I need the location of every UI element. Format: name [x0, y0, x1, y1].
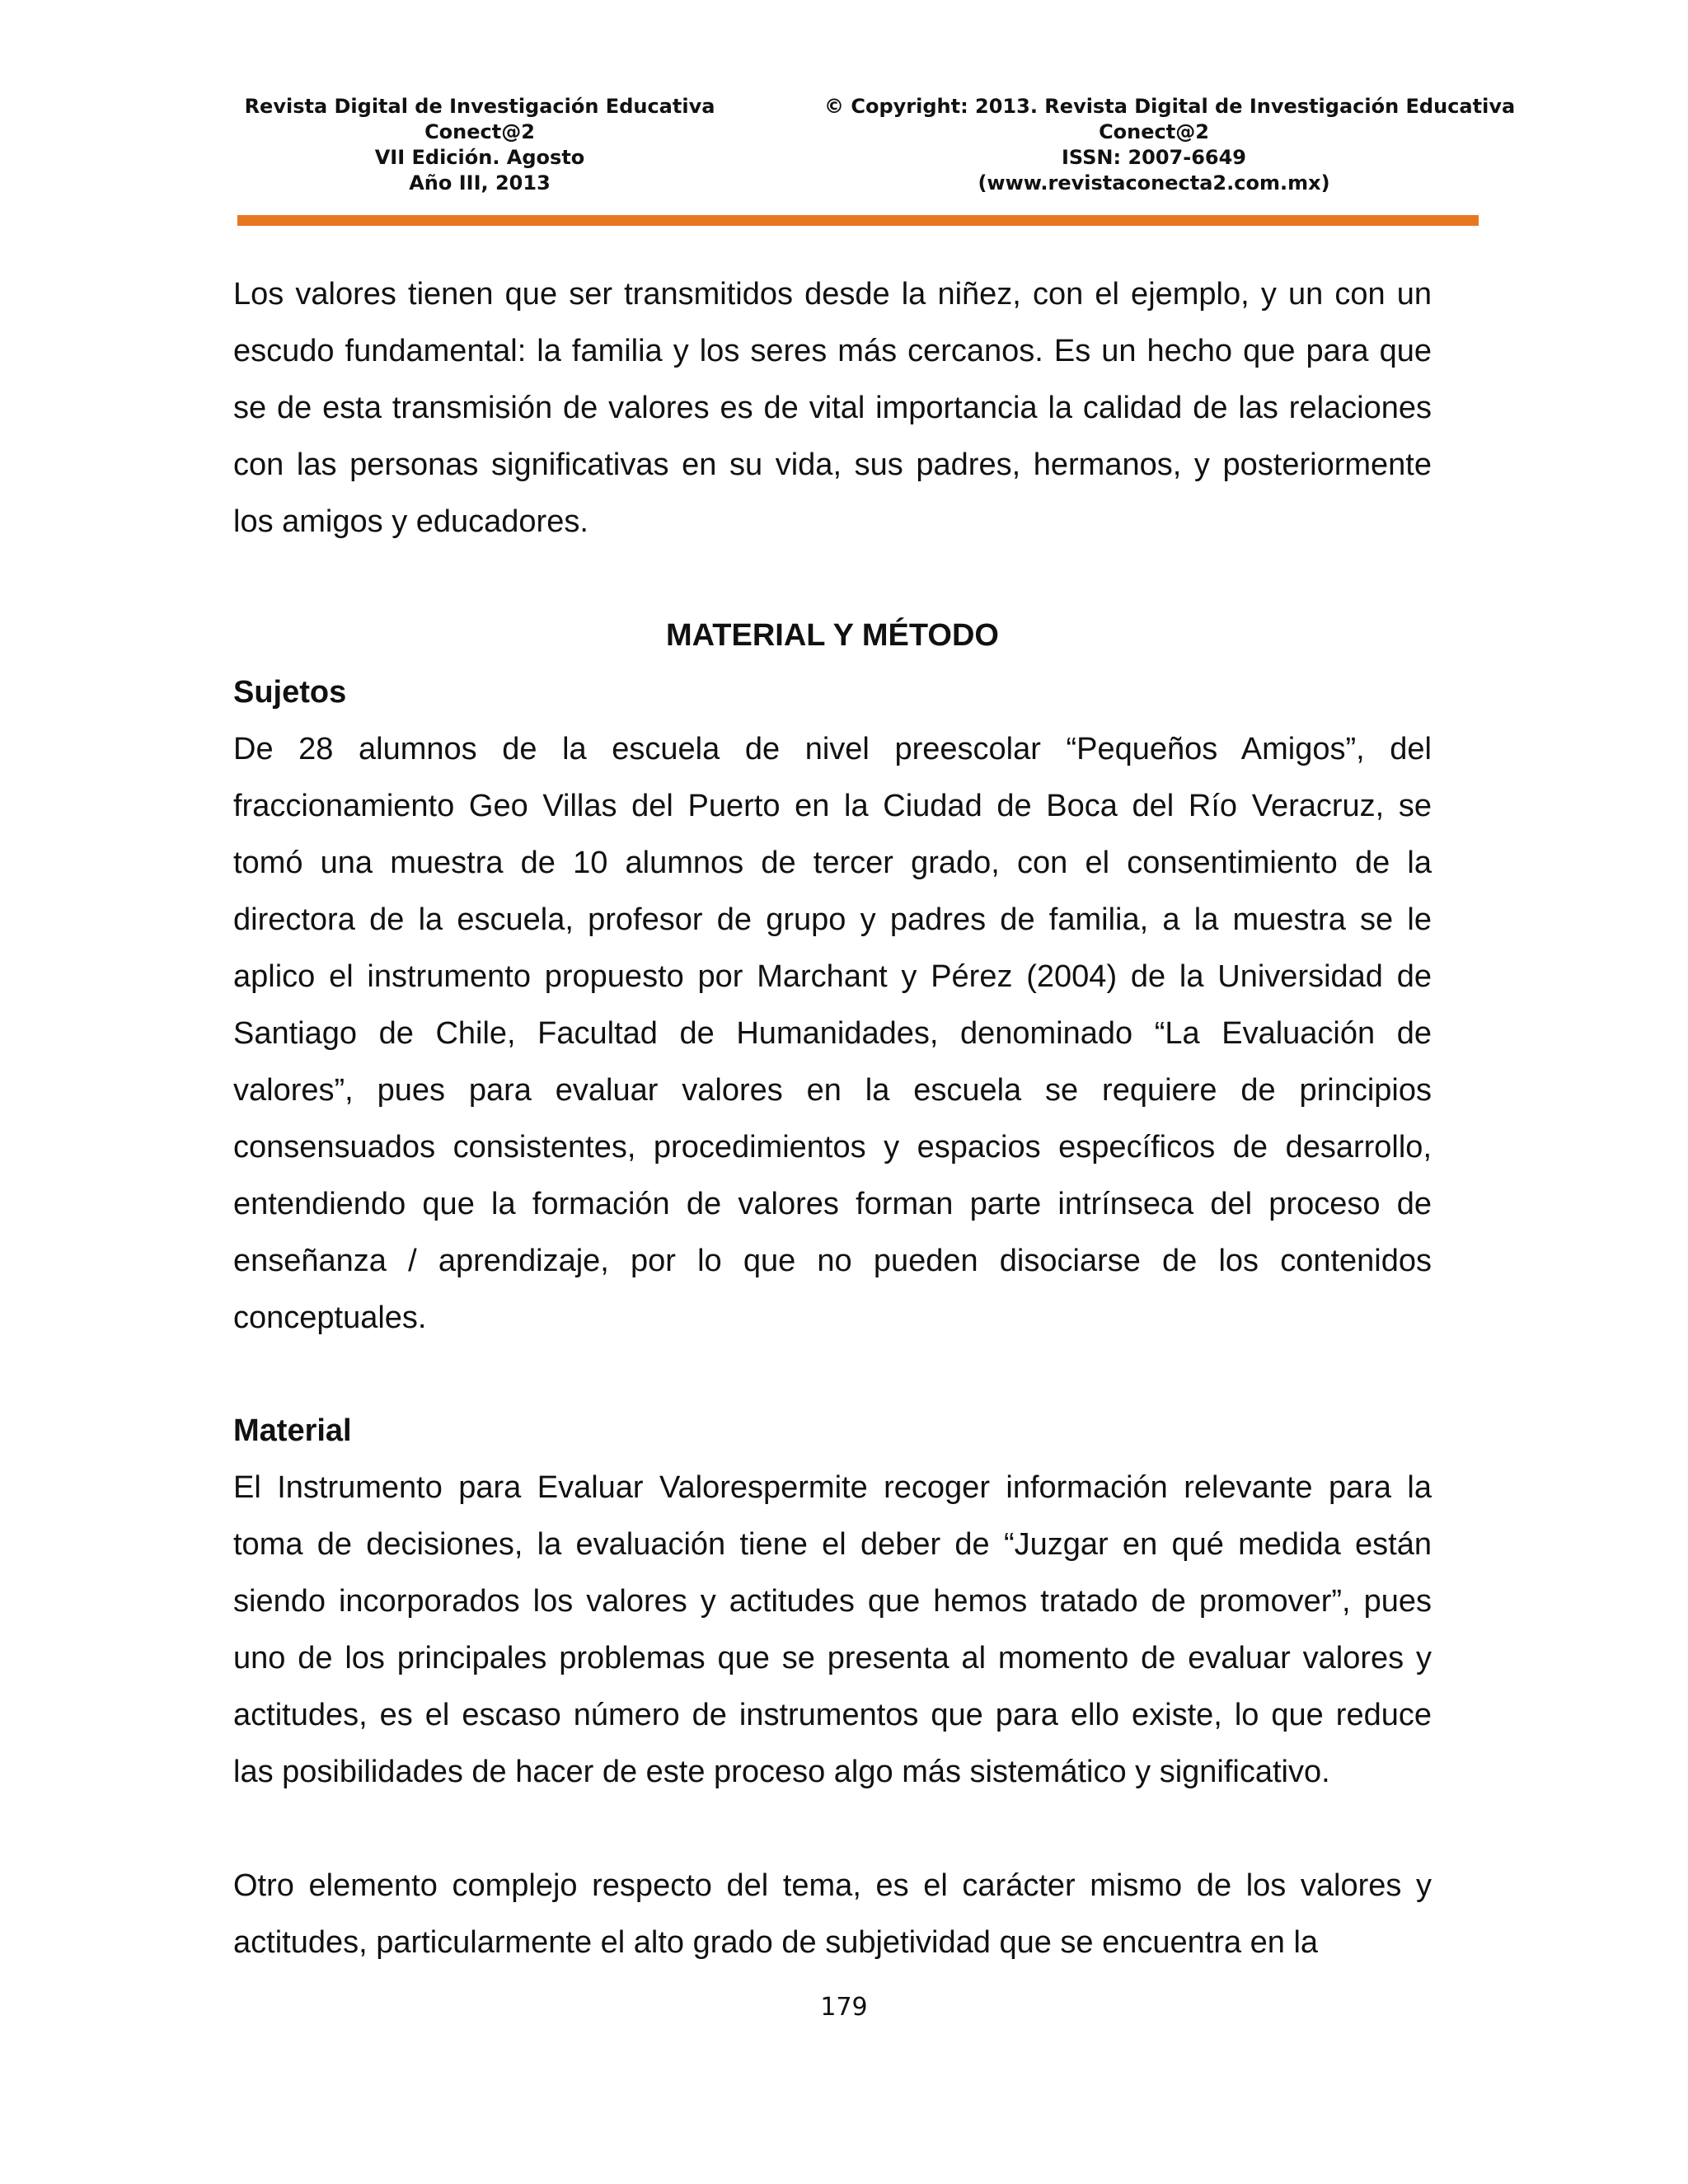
material-heading: Material	[233, 1413, 352, 1448]
journal-header-right	[824, 94, 1516, 196]
journal-header-left	[232, 94, 727, 196]
subjects-paragraph: De 28 alumnos de la escuela de nivel preescolar “Pequeños Amigos”, del fraccionamiento Geo Villas del Puerto en la Ciudad de Boca del Río Veracruz, se tomó una muestra de 10 alumnos de tercer grado, con el consentimiento de la directora de la escuela, profesor de grupo y padres de familia, a la muestra se le aplico el instrumento propuesto por Marchant y Pérez (2004) de la Universidad de Santiago de Chile, Facultad de Humanidades, denominado “La Evaluación de valores”, pues para evaluar valores en la escuela se requiere de principios consensuados consistentes, procedimientos y espacios específicos de desarrollo, entendiendo que la formación de valores forman parte intrínseca del proceso de enseñanza / aprendizaje, por lo que no pueden disociarse de los contenidos conceptuales.	[233, 732, 1432, 1335]
website-label: (www.revistaconecta2.com.mx)	[978, 171, 1330, 194]
edition-label: VII Edición. Agosto	[374, 146, 585, 169]
year-label: Año III, 2013	[409, 171, 551, 194]
journal-short-name: Conect@2	[424, 120, 535, 143]
closing-paragraph: Otro elemento complejo respecto del tema, es el carácter mismo de los valores y actitudes, particularmente el alto grado de subjetividad que se encuentra en la	[233, 1868, 1432, 1960]
copyright-line: © Copyright: 2013. Revista Digital de Investigación Educativa	[824, 95, 1516, 118]
material-paragraph: El Instrumento para Evaluar Valorespermite recoger información relevante para la toma de decisiones, la evaluación tiene el deber de “Juzgar en qué medida están siendo incorporados los valores y actitudes que hemos tratado de promover”, pues uno de los principales problemas que se presenta al momento de evaluar valores y actitudes, es el escaso número de instrumentos que para ello existe, lo que reduce las posibilidades de hacer de este proceso algo más sistemático y significativo.	[233, 1470, 1432, 1789]
section-title: MATERIAL Y MÉTODO	[666, 618, 999, 653]
issn-label: ISSN: 2007-6649	[1061, 146, 1246, 169]
intro-paragraph: Los valores tienen que ser transmitidos desde la niñez, con el ejemplo, y un con un escudo fundamental: la familia y los seres más cercanos. Es un hecho que para que se de esta transmisión de valores es de vital importancia la calidad de las relaciones con las personas significativas en su vida, sus padres, hermanos, y posteriormente los amigos y educadores.	[233, 277, 1432, 539]
subjects-heading: Sujetos	[233, 675, 347, 710]
page-number: 179	[820, 1993, 868, 2022]
journal-name: Revista Digital de Investigación Educativa	[244, 95, 715, 118]
header-divider	[237, 215, 1479, 226]
journal-short-name-right: Conect@2	[1099, 120, 1209, 143]
